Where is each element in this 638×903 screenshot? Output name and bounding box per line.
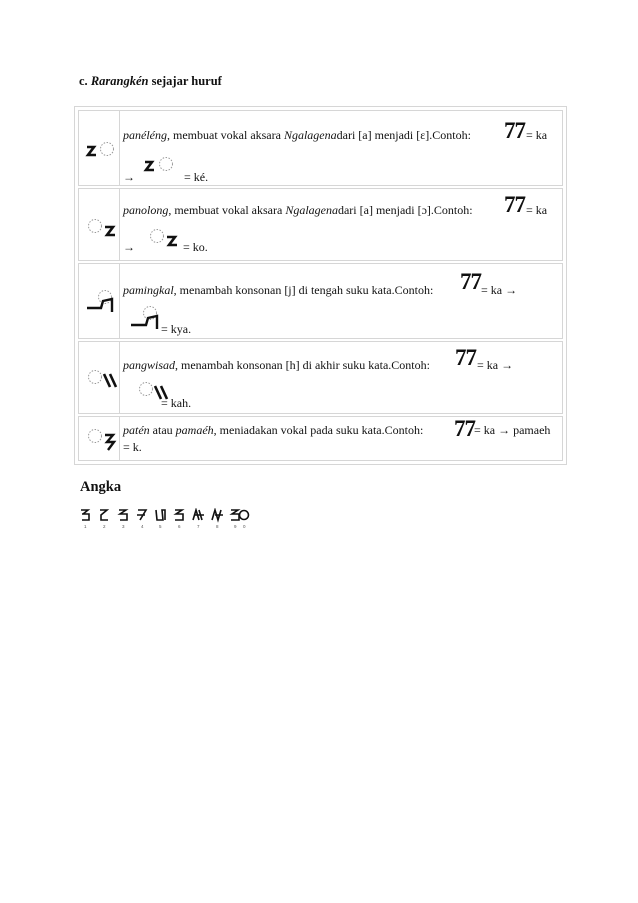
example-ka-glyph: 77 bbox=[504, 118, 525, 143]
digit-label: 5 bbox=[159, 524, 162, 529]
heading-title-rest: sejajar huruf bbox=[148, 74, 222, 88]
rarangken-table bbox=[74, 106, 567, 465]
description-cell bbox=[121, 189, 562, 260]
heading-prefix: c. bbox=[79, 74, 91, 88]
table-row bbox=[78, 341, 563, 414]
digit-label: 7 bbox=[197, 524, 200, 529]
digit-5-icon bbox=[156, 510, 165, 520]
example-result: = k. bbox=[123, 440, 142, 454]
glyph-cell bbox=[79, 342, 120, 413]
example-result: = kah. bbox=[161, 396, 192, 410]
digit-label: 3 bbox=[122, 524, 125, 529]
rarangken-desc: atau bbox=[149, 423, 176, 437]
digit-label: 9 bbox=[234, 524, 237, 529]
example-ka-glyph: 77 bbox=[460, 269, 481, 294]
description-cell bbox=[121, 342, 562, 413]
digit-label: 0 bbox=[243, 524, 246, 529]
rarangken-name: pamingkal bbox=[123, 283, 174, 297]
digit-9-icon bbox=[231, 510, 239, 520]
glyph-cell bbox=[79, 264, 120, 338]
arrow: → bbox=[123, 170, 135, 184]
digit-1-icon bbox=[81, 510, 89, 520]
description-cell bbox=[121, 417, 562, 460]
rarangken-term: pamaéh bbox=[175, 423, 214, 437]
digit-4-icon bbox=[137, 510, 146, 520]
arrow: → bbox=[123, 240, 135, 254]
rarangken-name: panolong bbox=[123, 203, 169, 217]
section-heading bbox=[79, 74, 222, 89]
digit-label: 1 bbox=[84, 524, 87, 529]
example-ka-glyph: 77 bbox=[455, 345, 476, 370]
rarangken-name: pangwisad bbox=[123, 358, 176, 372]
rarangken-name: panéléng bbox=[123, 128, 167, 142]
digit-label: 4 bbox=[141, 524, 144, 529]
rarangken-desc: , menambah konsonan [h] di akhir suku kata.Contoh: bbox=[175, 358, 430, 372]
rarangken-term: Ngalagena bbox=[283, 128, 337, 142]
digit-6-icon bbox=[175, 510, 183, 520]
digit-label: 2 bbox=[103, 524, 106, 529]
digit-label: 8 bbox=[216, 524, 219, 529]
rarangken-desc2: , meniadakan vokal pada suku kata.Contoh: bbox=[213, 423, 424, 437]
glyph-cell bbox=[79, 111, 120, 185]
example-result: = ké. bbox=[184, 170, 209, 184]
sundanese-digits bbox=[79, 508, 259, 530]
table-row bbox=[78, 416, 563, 461]
rarangken-desc2: dari [a] menjadi [ɛ].Contoh: bbox=[336, 128, 471, 142]
heading-title-italic: Rarangkén bbox=[90, 74, 149, 88]
rarangken-desc: , membuat vokal aksara bbox=[167, 128, 284, 142]
ke-glyph-icon bbox=[143, 156, 181, 178]
kya-glyph-icon bbox=[129, 304, 165, 334]
example-equals: = ka bbox=[526, 128, 548, 142]
glyph-cell bbox=[79, 189, 120, 260]
rarangken-desc2: dari [a] menjadi [ɔ].Contoh: bbox=[337, 203, 473, 217]
example-ka-glyph: 77 bbox=[504, 192, 525, 217]
digit-8-icon bbox=[212, 510, 223, 520]
example-equals: = ka → bbox=[477, 358, 514, 372]
example-equals: = ka bbox=[526, 203, 548, 217]
example-result: = kya. bbox=[161, 322, 192, 336]
example-result: = ko. bbox=[183, 240, 208, 254]
pangwisad-glyph-icon bbox=[85, 368, 119, 392]
panolong-glyph-icon bbox=[85, 217, 119, 239]
table-row bbox=[78, 188, 563, 261]
glyph-cell bbox=[79, 417, 120, 460]
rarangken-term: Ngalagena bbox=[285, 203, 338, 217]
ko-glyph-icon bbox=[147, 227, 183, 251]
digit-2-icon bbox=[100, 510, 108, 520]
digit-0-icon bbox=[240, 511, 249, 520]
numbers-heading: Angka bbox=[80, 479, 122, 495]
paneleng-glyph-icon bbox=[85, 141, 119, 161]
example-equals: = ka → pamaeh bbox=[474, 423, 551, 437]
digit-label: 6 bbox=[178, 524, 181, 529]
example-equals: = ka → bbox=[481, 283, 518, 297]
table-row bbox=[78, 110, 563, 186]
paten-glyph-icon bbox=[85, 427, 119, 453]
digit-3-icon bbox=[119, 510, 127, 520]
pamingkal-glyph-icon bbox=[85, 288, 119, 316]
rarangken-desc: , membuat vokal aksara bbox=[168, 203, 286, 217]
table-row bbox=[78, 263, 563, 339]
rarangken-desc: , menambah konsonan [j] di tengah suku kata.Contoh: bbox=[173, 283, 434, 297]
rarangken-name: patén bbox=[123, 423, 150, 437]
digit-7-icon bbox=[193, 510, 204, 520]
description-cell bbox=[121, 264, 562, 338]
description-cell bbox=[121, 111, 562, 185]
example-ka-glyph: 77 bbox=[454, 416, 475, 441]
